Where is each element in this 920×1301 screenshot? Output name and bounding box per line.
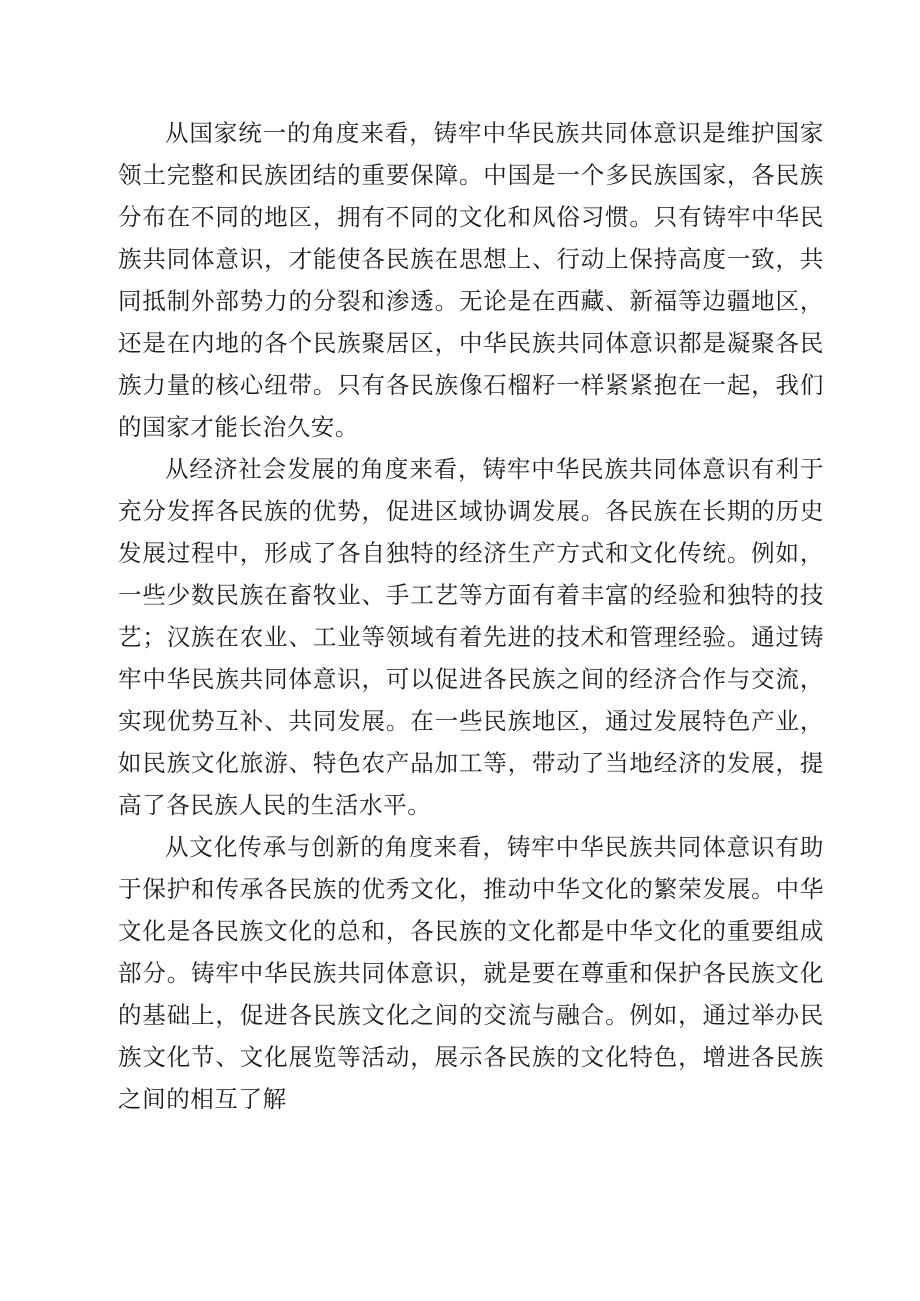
- paragraph-economic-development: 从经济社会发展的角度来看，铸牢中华民族共同体意识有利于充分发挥各民族的优势，促进区域协调发展。各民族在长期的历史发展过程中，形成了各自独特的经济生产方式和文化传统。例如，一些少数民族在畜牧业、手工艺等方面有着丰富的经验和独特的技艺；汉族在农业、工业等领域有着先进的技术和管理经验。通过铸牢中华民族共同体意识，可以促进各民族之间的经济合作与交流，实现优势互补、共同发展。在一些民族地区，通过发展特色产业，如民族文化旅游、特色农产品加工等，带动了当地经济的发展，提高了各民族人民的生活水平。: [118, 455, 824, 819]
- paragraph-cultural-heritage: 从文化传承与创新的角度来看，铸牢中华民族共同体意识有助于保护和传承各民族的优秀文化，推动中华文化的繁荣发展。中华文化是各民族文化的总和，各民族的文化都是中华文化的重要组成部分。铸牢中华民族共同体意识，就是要在尊重和保护各民族文化的基础上，促进各民族文化之间的交流与融合。例如，通过举办民族文化节、文化展览等活动，展示各民族的文化特色，增进各民族之间的相互了解: [118, 833, 824, 1113]
- paragraph-national-unity: 从国家统一的角度来看，铸牢中华民族共同体意识是维护国家领土完整和民族团结的重要保障。中国是一个多民族国家，各民族分布在不同的地区，拥有不同的文化和风俗习惯。只有铸牢中华民族共同体意识，才能使各民族在思想上、行动上保持高度一致，共同抵制外部势力的分裂和渗透。无论是在西藏、新福等边疆地区，还是在内地的各个民族聚居区，中华民族共同体意识都是凝聚各民族力量的核心纽带。只有各民族像石榴籽一样紧紧抱在一起，我们的国家才能长治久安。: [118, 119, 824, 441]
- document-page: [118, 112, 824, 1120]
